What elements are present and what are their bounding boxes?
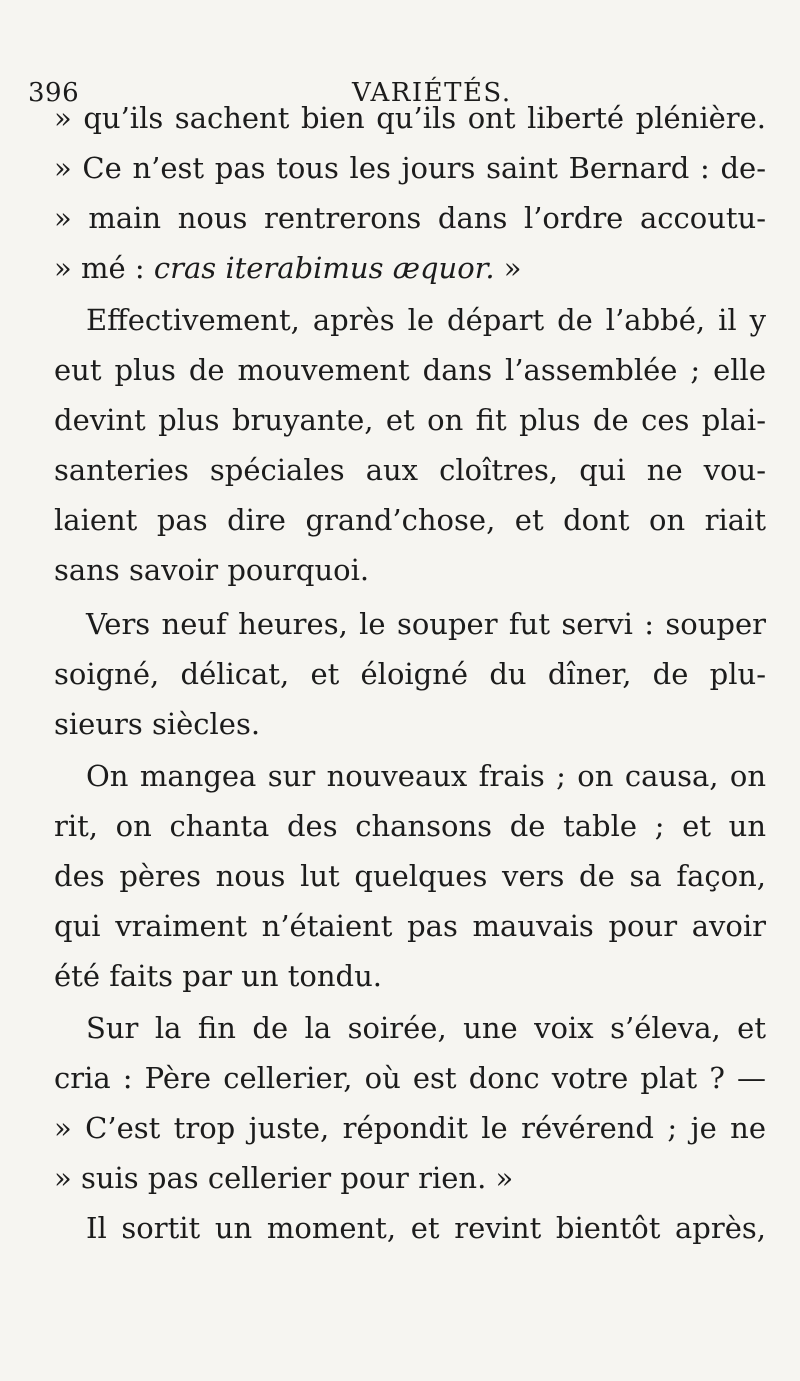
text-line-16: des pères nous lut quelques vers de sa façon, xyxy=(54,859,766,893)
text-line-6: eut plus de mouvement dans l’assemblée ; elle xyxy=(54,353,766,387)
text-line-10: sans savoir pourquoi. xyxy=(54,553,370,587)
text-line-4 xyxy=(54,244,766,292)
page-number: 396 xyxy=(28,78,80,108)
text-line-14: On mangea sur nouveaux frais ; on causa, on xyxy=(86,759,766,793)
text-line-7: devint plus bruyante, et on fit plus de ces plai- xyxy=(54,403,766,437)
text-line-11: Vers neuf heures, le souper fut servi : souper xyxy=(86,607,766,641)
text-line-21: » C’est trop juste, répondit le révérend ; je ne xyxy=(54,1111,766,1145)
text-line-15: rit, on chanta des chansons de table ; et un xyxy=(54,809,766,843)
text-line-23: Il sortit un moment, et revint bientôt après, xyxy=(86,1211,766,1245)
latin-quote: cras iterabimus æquor. xyxy=(153,251,495,285)
text-line-13: sieurs siècles. xyxy=(54,707,261,741)
text-line-2: » Ce n’est pas tous les jours saint Bernard : de- xyxy=(54,151,766,185)
text-line-3: » main nous rentrerons dans l’ordre accoutu- xyxy=(54,201,766,235)
text-line-19: Sur la fin de la soirée, une voix s’éleva, et xyxy=(86,1011,766,1045)
text-line-9: laient pas dire grand’chose, et dont on riait xyxy=(54,503,766,537)
text-line-12: soigné, délicat, et éloigné du dîner, de plu- xyxy=(54,657,766,691)
quote-close: » xyxy=(494,251,522,285)
text-line-17: qui vraiment n’étaient pas mauvais pour avoir xyxy=(54,909,766,943)
text-line-1: » qu’ils sachent bien qu’ils ont liberté plénière. xyxy=(54,101,766,135)
text-line-22: » suis pas cellerier pour rien. » xyxy=(54,1161,514,1195)
text-line-18: été faits par un tondu. xyxy=(54,959,383,993)
text-line-20: cria : Père cellerier, où est donc votre plat ? — xyxy=(54,1061,766,1095)
text-line-5: Effectivement, après le départ de l’abbé, il y xyxy=(86,303,766,337)
running-head: VARIÉTÉS. xyxy=(352,78,512,108)
text-line-8: santeries spéciales aux cloîtres, qui ne vou- xyxy=(54,453,766,487)
quote-prefix: » mé : xyxy=(54,251,154,285)
